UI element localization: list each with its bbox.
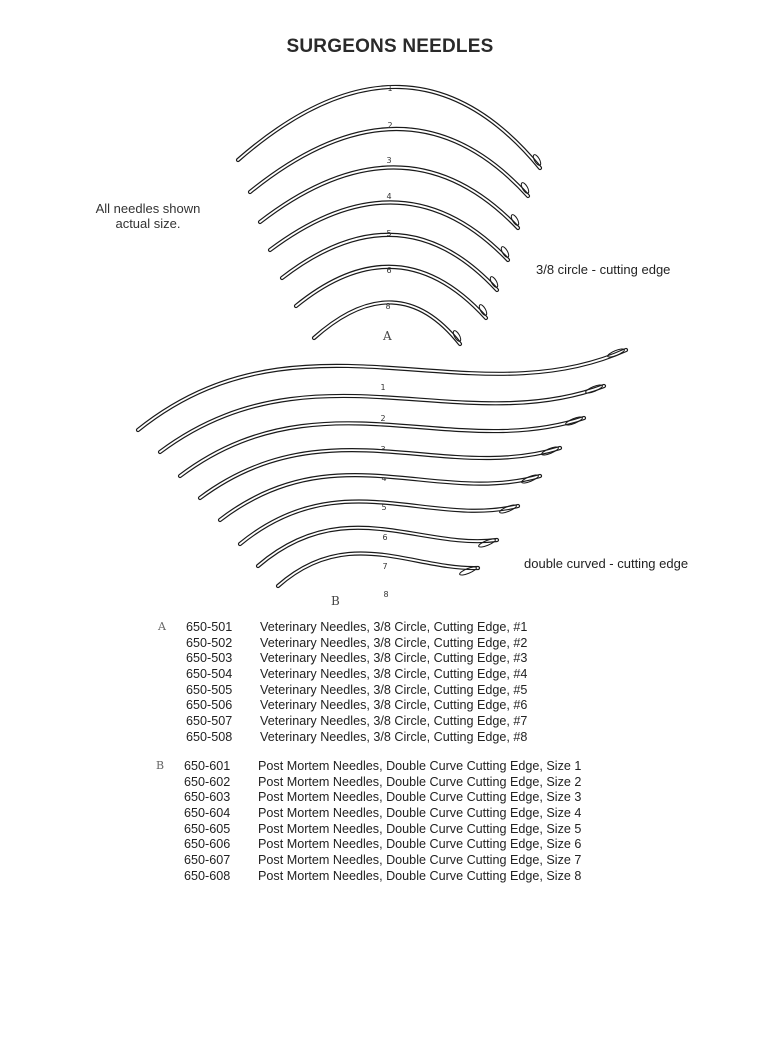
needle-b (240, 502, 518, 544)
product-description: Veterinary Needles, 3/8 Circle, Cutting Edge, #4 (260, 667, 528, 682)
needle-b (180, 415, 584, 476)
needle-number-label: 6 (386, 266, 392, 275)
product-description: Veterinary Needles, 3/8 Circle, Cutting Edge, #7 (260, 714, 528, 729)
needle-number-label: 2 (387, 121, 393, 130)
product-code: 650-608 (184, 868, 231, 883)
needle-number-label: 5 (386, 229, 392, 238)
needle-a (270, 192, 510, 260)
product-code: 650-506 (186, 698, 233, 713)
needle-b (160, 383, 604, 452)
product-description: Post Mortem Needles, Double Curve Cutting Edge, Size 8 (258, 868, 582, 883)
needle-number-label: 1 (387, 84, 393, 93)
group-b-letter: B (331, 594, 340, 608)
product-code: 650-504 (186, 667, 233, 682)
needle-number-label: 7 (382, 562, 388, 571)
product-description: Veterinary Needles, 3/8 Circle, Cutting Edge, #1 (260, 620, 528, 634)
product-group-letter: A (158, 620, 166, 633)
needle-number-label: 8 (383, 590, 389, 599)
needle-number-label: 6 (382, 533, 388, 542)
product-code: 650-603 (184, 790, 231, 805)
needle-b (220, 473, 540, 520)
product-description: Post Mortem Needles, Double Curve Cutting Edge, Size 7 (258, 853, 582, 868)
product-group-letter: B (156, 759, 165, 772)
product-description: Post Mortem Needles, Double Curve Cutting Edge, Size 5 (258, 821, 582, 836)
needle-number-label: 1 (380, 383, 386, 392)
needle-b (278, 553, 478, 599)
product-description: Post Mortem Needles, Double Curve Cutting Edge, Size 1 (258, 759, 582, 773)
product-code: 650-607 (184, 853, 231, 868)
needle-number-label: 3 (386, 156, 392, 165)
needle-number-label: 3 (380, 445, 386, 454)
page-title: SURGEONS NEEDLES (286, 36, 494, 57)
product-description: Post Mortem Needles, Double Curve Cutting Edge, Size 4 (258, 806, 582, 821)
needle-b (258, 528, 497, 571)
product-description: Veterinary Needles, 3/8 Circle, Cutting Edge, #6 (260, 698, 528, 713)
product-code: 650-503 (186, 651, 233, 666)
product-code: 650-601 (184, 759, 231, 773)
needle-a (296, 266, 488, 318)
product-code: 650-501 (186, 620, 233, 634)
group-b-needles (138, 347, 626, 599)
group-a-caption: 3/8 circle - cutting edge (536, 262, 671, 277)
group-a-letter: A (383, 329, 392, 343)
needle-number-label: 2 (380, 414, 386, 423)
product-code: 650-605 (184, 821, 231, 836)
product-description: Post Mortem Needles, Double Curve Cutting Edge, Size 2 (258, 774, 582, 789)
product-code: 650-606 (184, 837, 231, 852)
needle-number-label: 5 (381, 503, 387, 512)
product-code: 650-505 (186, 682, 233, 697)
product-code: 650-508 (186, 729, 233, 744)
product-code: 650-507 (186, 714, 233, 729)
needle-a (282, 229, 499, 290)
product-description: Veterinary Needles, 3/8 Circle, Cutting Edge, #5 (260, 682, 528, 697)
group-b-caption: double curved - cutting edge (524, 556, 689, 571)
product-description: Veterinary Needles, 3/8 Circle, Cutting Edge, #8 (260, 729, 528, 744)
product-description: Post Mortem Needles, Double Curve Cutting Edge, Size 3 (258, 790, 582, 805)
product-code: 650-602 (184, 774, 231, 789)
group-a-needles (238, 84, 542, 344)
size-note: All needles shown actual size. (95, 201, 201, 231)
needle-number-label: 4 (386, 192, 392, 201)
product-description: Veterinary Needles, 3/8 Circle, Cutting Edge, #2 (260, 635, 528, 650)
product-description: Post Mortem Needles, Double Curve Cutting Edge, Size 6 (258, 837, 582, 852)
product-code: 650-604 (184, 806, 231, 821)
product-description: Veterinary Needles, 3/8 Circle, Cutting Edge, #3 (260, 651, 528, 666)
product-code: 650-502 (186, 635, 233, 650)
needle-number-label: 8 (385, 302, 391, 311)
needle-number-label: 4 (381, 474, 387, 483)
